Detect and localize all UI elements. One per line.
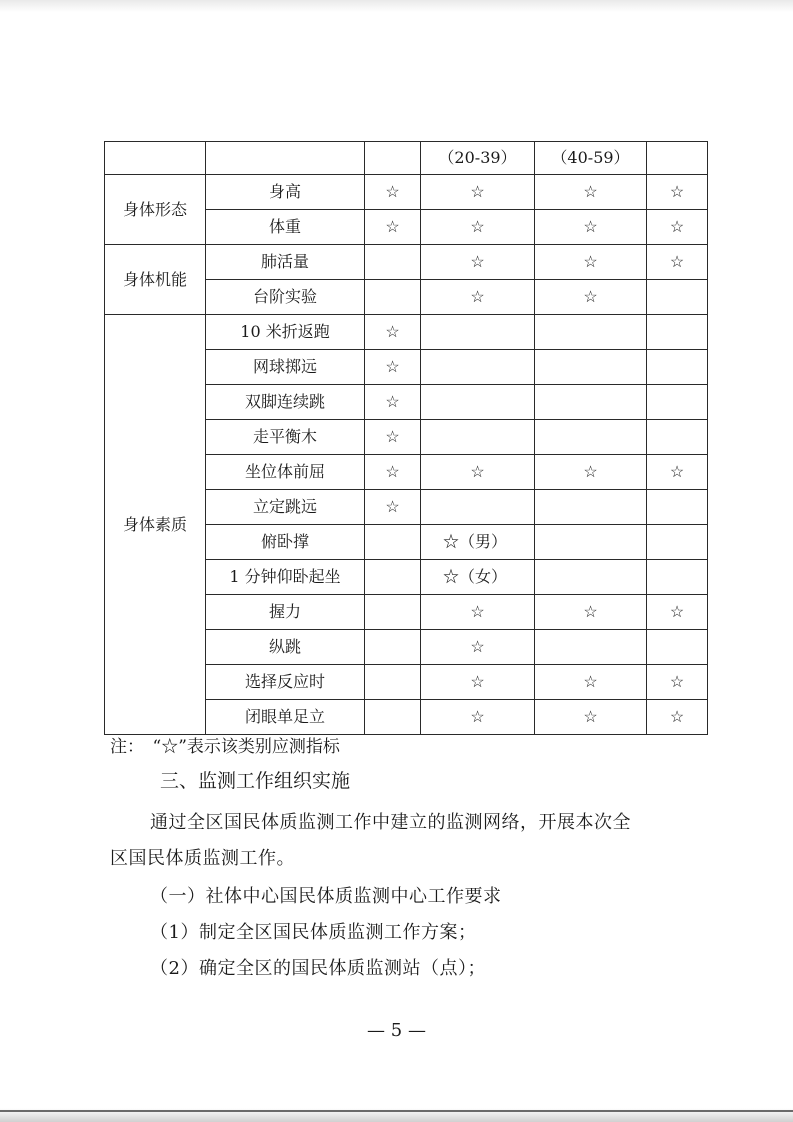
- mark-cell: ☆: [365, 175, 421, 210]
- header-cell-age-20-39: （20-39）: [421, 142, 535, 175]
- table-row: [105, 175, 708, 210]
- paragraph-line: 区国民体质监测工作。: [110, 848, 295, 869]
- indicator-cell: 纵跳: [206, 630, 365, 665]
- mark-cell: ☆: [535, 280, 647, 315]
- mark-cell: [647, 525, 708, 560]
- mark-cell: [647, 280, 708, 315]
- category-cell: 身体素质: [105, 315, 206, 735]
- mark-cell: ☆: [535, 595, 647, 630]
- mark-cell: ☆: [365, 350, 421, 385]
- scan-top-edge: [0, 0, 793, 12]
- mark-cell: ☆（女）: [421, 560, 535, 595]
- section-title: 三、监测工作组织实施: [160, 770, 351, 792]
- mark-cell: ☆: [647, 210, 708, 245]
- mark-cell: ☆: [647, 455, 708, 490]
- mark-cell: [647, 350, 708, 385]
- header-cell: [105, 142, 206, 175]
- table-header-row: [105, 142, 708, 175]
- mark-cell: [647, 420, 708, 455]
- mark-cell: ☆: [421, 245, 535, 280]
- page-number: — 5 —: [367, 1020, 426, 1041]
- mark-cell: ☆: [647, 245, 708, 280]
- indicator-cell: 走平衡木: [206, 420, 365, 455]
- mark-cell: [535, 560, 647, 595]
- mark-cell: [365, 665, 421, 700]
- indicator-cell: 肺活量: [206, 245, 365, 280]
- header-cell: [365, 142, 421, 175]
- table-row: [105, 245, 708, 280]
- mark-cell: [647, 560, 708, 595]
- mark-cell: [421, 490, 535, 525]
- mark-cell: [365, 525, 421, 560]
- mark-cell: [365, 280, 421, 315]
- mark-cell: ☆: [647, 665, 708, 700]
- mark-cell: [647, 315, 708, 350]
- mark-cell: ☆: [365, 385, 421, 420]
- mark-cell: ☆: [535, 700, 647, 735]
- mark-cell: ☆: [647, 175, 708, 210]
- indicator-cell: 网球掷远: [206, 350, 365, 385]
- mark-cell: [535, 490, 647, 525]
- mark-cell: ☆: [365, 455, 421, 490]
- mark-cell: ☆: [365, 315, 421, 350]
- list-item: （1）制定全区国民体质监测工作方案；: [150, 922, 477, 943]
- mark-cell: [365, 595, 421, 630]
- mark-cell: [647, 490, 708, 525]
- mark-cell: ☆: [421, 280, 535, 315]
- mark-cell: ☆: [535, 245, 647, 280]
- table-note: 注： “☆”表示该类别应测指标: [110, 737, 340, 757]
- indicator-cell: 1 分钟仰卧起坐: [206, 560, 365, 595]
- header-cell: [647, 142, 708, 175]
- mark-cell: [647, 630, 708, 665]
- category-cell: 身体形态: [105, 175, 206, 245]
- mark-cell: [647, 385, 708, 420]
- mark-cell: ☆: [421, 455, 535, 490]
- mark-cell: [421, 315, 535, 350]
- category-cell: 身体机能: [105, 245, 206, 315]
- mark-cell: [365, 245, 421, 280]
- mark-cell: [535, 315, 647, 350]
- mark-cell: ☆: [421, 175, 535, 210]
- mark-cell: ☆: [535, 210, 647, 245]
- mark-cell: ☆: [421, 595, 535, 630]
- mark-cell: [535, 630, 647, 665]
- mark-cell: ☆: [421, 665, 535, 700]
- indicator-cell: 选择反应时: [206, 665, 365, 700]
- mark-cell: ☆: [365, 420, 421, 455]
- mark-cell: ☆: [647, 700, 708, 735]
- indicator-cell: 握力: [206, 595, 365, 630]
- indicator-cell: 双脚连续跳: [206, 385, 365, 420]
- indicator-cell: 闭眼单足立: [206, 700, 365, 735]
- mark-cell: [421, 385, 535, 420]
- mark-cell: [421, 420, 535, 455]
- mark-cell: [365, 700, 421, 735]
- mark-cell: ☆: [647, 595, 708, 630]
- mark-cell: ☆: [535, 665, 647, 700]
- indicator-cell: 立定跳远: [206, 490, 365, 525]
- mark-cell: ☆: [421, 630, 535, 665]
- indicator-cell: 俯卧撑: [206, 525, 365, 560]
- header-cell-age-40-59: （40-59）: [535, 142, 647, 175]
- list-item: （2）确定全区的国民体质监测站（点）；: [150, 958, 486, 979]
- scan-bottom-line: [0, 1110, 793, 1112]
- mark-cell: ☆: [535, 455, 647, 490]
- mark-cell: ☆: [365, 210, 421, 245]
- header-cell: [206, 142, 365, 175]
- mark-cell: [421, 350, 535, 385]
- paragraph-line: 通过全区国民体质监测工作中建立的监测网络，开展本次全: [150, 812, 631, 833]
- indicator-table: [104, 141, 708, 735]
- subsection-heading: （一）社体中心国民体质监测中心工作要求: [150, 886, 502, 907]
- mark-cell: ☆: [365, 490, 421, 525]
- mark-cell: ☆: [421, 210, 535, 245]
- mark-cell: ☆: [535, 175, 647, 210]
- indicator-cell: 坐位体前屈: [206, 455, 365, 490]
- table-row: [105, 315, 708, 350]
- mark-cell: [535, 420, 647, 455]
- indicator-cell: 体重: [206, 210, 365, 245]
- mark-cell: ☆（男）: [421, 525, 535, 560]
- indicator-cell: 身高: [206, 175, 365, 210]
- mark-cell: [535, 385, 647, 420]
- mark-cell: [365, 560, 421, 595]
- indicator-cell: 10 米折返跑: [206, 315, 365, 350]
- mark-cell: [535, 350, 647, 385]
- mark-cell: [365, 630, 421, 665]
- indicator-cell: 台阶实验: [206, 280, 365, 315]
- mark-cell: [535, 525, 647, 560]
- mark-cell: ☆: [421, 700, 535, 735]
